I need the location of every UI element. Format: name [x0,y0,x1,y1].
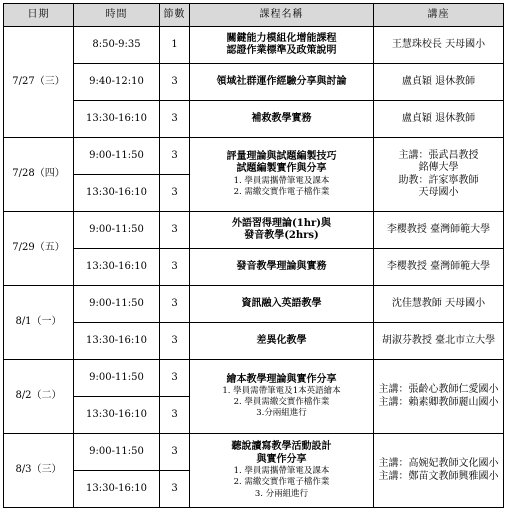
periods-cell: 1 [160,27,190,64]
header-row [4,4,504,27]
course-cell [190,27,374,64]
lecturer-line: 主講：張武昌教授 [398,149,479,161]
course-title: 試題編製實作與分享 [236,163,327,175]
date-cell: 7/28（四） [4,138,74,212]
table-row [4,212,504,249]
lecturer-cell: 李櫻教授 臺灣師範大學 [374,249,504,286]
course-title: 領域社群運作經驗分享與討論 [216,75,347,87]
lecturer-line: 助教：許家寧教師 [398,174,479,186]
schedule-table [3,3,504,508]
course-title: 關鍵能力模組化增能課程 [226,32,337,44]
course-note: 2. 學員需繳交實作檔作業 [233,397,330,408]
table-row [4,323,504,360]
course-title: 資訊融入英語教學 [241,297,322,309]
periods-cell: 3 [160,64,190,101]
course-title: 差異化教學 [256,334,307,346]
periods-cell: 3 [160,212,190,249]
time-cell: 9:00-11:50 [74,360,160,397]
course-title: 評量理論與試題編製技巧 [226,150,337,162]
date-cell: 8/1（一） [4,286,74,360]
course-note: 3.分兩組進行 [256,408,307,419]
course-title: 聽說讀寫教學活動設計 [231,441,332,453]
lecturer-cell: 盧貞穎 退休教師 [374,64,504,101]
course-cell [190,286,374,323]
table-row [4,101,504,138]
periods-cell: 3 [160,323,190,360]
course-note: 3. 分兩組進行 [254,488,309,499]
course-cell [190,101,374,138]
course-note: 2. 需繳交實作電子檔作業 [233,477,330,488]
table-row [4,286,504,323]
periods-cell: 3 [160,101,190,138]
periods-cell: 3 [160,360,190,397]
periods-cell: 3 [160,175,190,212]
table-row [4,64,504,101]
date-cell: 7/27（三） [4,27,74,138]
time-cell: 9:00-11:50 [74,212,160,249]
course-title: 發音教學理論與實務 [236,260,327,272]
time-cell: 13:30-16:10 [74,397,160,434]
date-cell: 8/2（二） [4,360,74,434]
header-course: 課程名稱 [190,4,374,27]
time-cell: 13:30-16:10 [74,471,160,508]
course-title: 認證作業標準及政策說明 [226,45,337,56]
periods-cell: 3 [160,249,190,286]
table-row [4,138,504,175]
header-periods: 節數 [160,4,190,27]
lecturer-line: 天母國小 [418,187,459,198]
course-note: 1. 學員需帶筆電及1本英語繪本 [222,386,341,397]
course-title: 發音教學(2hrs) [244,230,319,241]
table-row [4,360,504,397]
time-cell: 13:30-16:10 [74,249,160,286]
time-cell: 9:00-11:50 [74,286,160,323]
time-cell: 9:40-12:10 [74,64,160,101]
lecturer-cell [374,434,504,508]
header-lecturer: 講座 [374,4,504,27]
periods-cell: 3 [160,286,190,323]
lecturer-cell: 胡淑芬教授 臺北市立大學 [374,323,504,360]
course-title: 補救教學實務 [251,112,312,124]
date-cell: 8/3（三） [4,434,74,508]
course-cell [190,434,374,508]
lecturer-cell [374,138,504,212]
time-cell: 9:00-11:50 [74,138,160,175]
lecturer-cell: 盧貞穎 退休教師 [374,101,504,138]
course-title: 與實作分享 [256,453,307,465]
course-cell [190,249,374,286]
course-note: 1. 學員需攜帶筆電及課本 [233,175,330,186]
time-cell: 13:30-16:10 [74,175,160,212]
lecturer-cell: 沈佳慧教師 天母國小 [374,286,504,323]
lecturer-line: 主講：賴素卿教師麗山國小 [378,396,499,408]
course-cell [190,138,374,212]
date-cell: 7/29（五） [4,212,74,286]
periods-cell: 3 [160,471,190,508]
table-row [4,434,504,471]
course-cell [190,323,374,360]
course-note: 2. 需繳交實作電子檔作業 [233,187,330,197]
lecturer-line: 主講：鄭苗文教師興雅國小 [378,470,499,482]
course-title: 繪本教學理論與實作分享 [226,373,337,385]
course-title: 外語習得理論(1hr)與 [232,217,331,229]
lecturer-line: 主講：高婉妃教師文化國小 [378,458,499,469]
lecturer-line: 主講：張齡心教師仁愛國小 [378,384,499,395]
periods-cell: 3 [160,138,190,175]
course-cell [190,64,374,101]
periods-cell: 3 [160,434,190,471]
time-cell: 13:30-16:10 [74,323,160,360]
lecturer-cell: 王慧珠校長 天母國小 [374,27,504,64]
lecturer-cell: 李櫻教授 臺灣師範大學 [374,212,504,249]
course-cell [190,212,374,249]
table-row [4,249,504,286]
course-cell [190,360,374,434]
header-date: 日期 [4,4,74,27]
periods-cell: 3 [160,397,190,434]
time-cell: 9:00-11:50 [74,434,160,471]
header-time: 時間 [74,4,160,27]
lecturer-line: 銘傳大學 [418,162,459,173]
course-note: 1. 學員需攜帶筆電及課本 [233,466,330,477]
table-row [4,27,504,64]
time-cell: 8:50-9:35 [74,27,160,64]
lecturer-cell [374,360,504,434]
time-cell: 13:30-16:10 [74,101,160,138]
